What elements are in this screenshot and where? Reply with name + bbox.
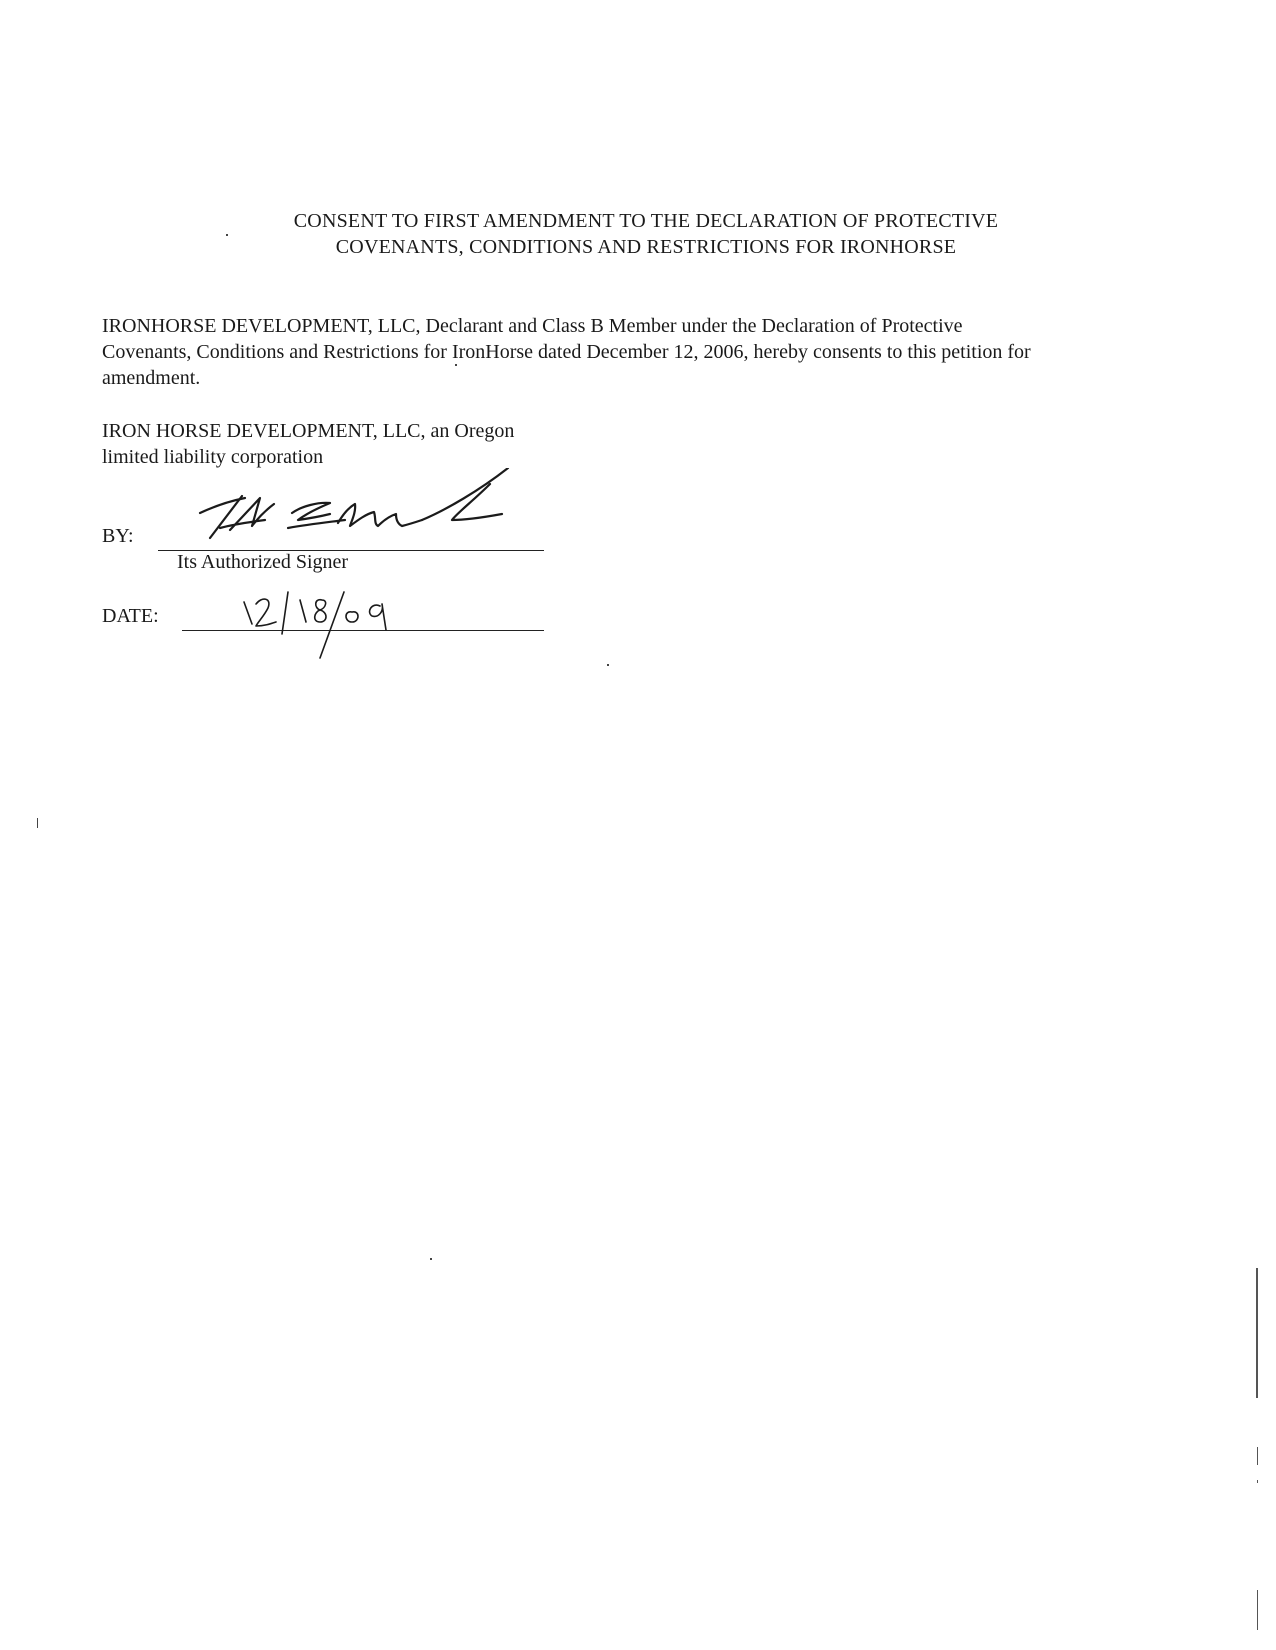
entity-name-line-2: limited liability corporation (102, 446, 324, 468)
scan-speck (37, 818, 38, 828)
scan-edge-mark (1257, 1590, 1258, 1630)
consent-paragraph-line-2: Covenants, Conditions and Restrictions for IronHorse dated December 12, 2006, hereby consents to this petition for (102, 341, 1031, 363)
scan-speck (430, 1258, 432, 1260)
date-label: DATE: (102, 605, 159, 627)
authorized-signer-caption: Its Authorized Signer (177, 551, 349, 573)
consent-paragraph-line-3: amendment. (102, 367, 201, 389)
scan-edge-mark (1256, 1268, 1258, 1398)
document-title-line-1: CONSENT TO FIRST AMENDMENT TO THE DECLARATION OF PROTECTIVE (293, 210, 999, 232)
by-label: BY: (102, 525, 134, 547)
handwritten-signature (190, 468, 550, 558)
document-title-line-2: COVENANTS, CONDITIONS AND RESTRICTIONS FOR IRONHORSE (335, 236, 957, 258)
handwritten-date (240, 590, 420, 660)
entity-name-line-1: IRON HORSE DEVELOPMENT, LLC, an Oregon (102, 420, 515, 442)
scan-speck (607, 664, 609, 666)
scan-speck (226, 234, 228, 236)
scan-edge-mark (1257, 1447, 1258, 1465)
scan-edge-mark (1257, 1480, 1258, 1483)
consent-paragraph-line-1: IRONHORSE DEVELOPMENT, LLC, Declarant and Class B Member under the Declaration of Protective (102, 315, 963, 337)
scan-speck (455, 364, 457, 366)
